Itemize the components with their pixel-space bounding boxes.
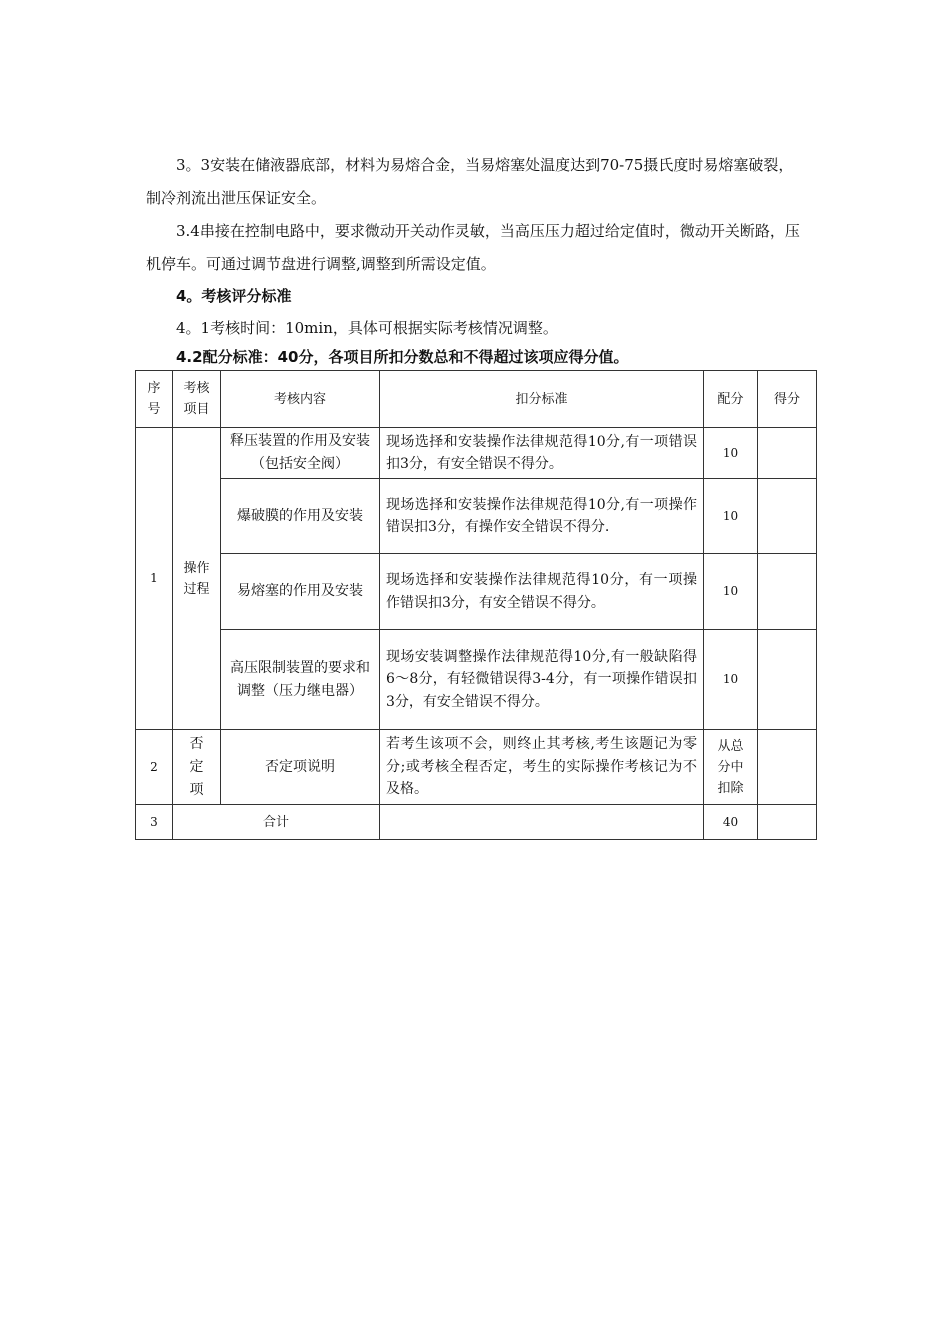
row-score bbox=[758, 479, 817, 554]
exam-time-line: 4。1考核时间：10min，具体可根据实际考核情况调整。 bbox=[176, 319, 558, 337]
row-standard: 现场选择和安装操作法律规范得10分，有一项操作错误扣3分，有安全错误不得分。 bbox=[380, 554, 704, 630]
row-content: 易熔塞的作用及安装 bbox=[221, 554, 380, 630]
header-content: 考核内容 bbox=[221, 371, 380, 428]
row-content: 高压限制装置的要求和调整（压力继电器） bbox=[221, 630, 380, 730]
row-points: 10 bbox=[704, 479, 758, 554]
row-score bbox=[758, 730, 817, 805]
table-row-total bbox=[136, 805, 817, 840]
row-score bbox=[758, 428, 817, 479]
row-item: 操作过程 bbox=[173, 428, 221, 730]
row-item: 否定项 bbox=[173, 730, 221, 805]
row-points: 从总分中扣除 bbox=[704, 730, 758, 805]
row-seq: 1 bbox=[136, 428, 173, 730]
table-row bbox=[136, 428, 817, 479]
row-content: 否定项说明 bbox=[221, 730, 380, 805]
row-score bbox=[758, 630, 817, 730]
row-content: 爆破膜的作用及安装 bbox=[221, 479, 380, 554]
table-row bbox=[136, 554, 817, 630]
row-score bbox=[758, 805, 817, 840]
total-label: 合计 bbox=[173, 805, 380, 840]
row-standard: 现场选择和安装操作法律规范得10分,有一项错误扣3分，有安全错误不得分。 bbox=[380, 428, 704, 479]
row-standard: 若考生该项不会，则终止其考核,考生该题记为零分;或考核全程否定，考生的实际操作考核记为不及格。 bbox=[380, 730, 704, 805]
header-item: 考核项目 bbox=[173, 371, 221, 428]
row-standard: 现场选择和安装操作法律规范得10分,有一项操作错误扣3分，有操作安全错误不得分. bbox=[380, 479, 704, 554]
paragraph-3-4: 3.4串接在控制电路中，要求微动开关动作灵敏，当高压压力超过给定值时，微动开关断路，压机停车。可通过调节盘进行调整,调整到所需设定值。 bbox=[146, 222, 800, 273]
table-row-negation bbox=[136, 730, 817, 805]
header-standard: 扣分标准 bbox=[380, 371, 704, 428]
header-score: 得分 bbox=[758, 371, 817, 428]
score-standard-heading: 4.2配分标准：40分，各项目所扣分数总和不得超过该项应得分值。 bbox=[176, 348, 629, 366]
scoring-table bbox=[135, 370, 817, 840]
row-standard bbox=[380, 805, 704, 840]
header-seq: 序号 bbox=[136, 371, 173, 428]
row-standard: 现场安装调整操作法律规范得10分,有一般缺陷得6～8分，有轻微错误得3-4分，有一项操作错误扣3分，有安全错误不得分。 bbox=[380, 630, 704, 730]
row-points: 10 bbox=[704, 630, 758, 730]
section-4-heading: 4。考核评分标准 bbox=[176, 287, 292, 305]
header-points: 配分 bbox=[704, 371, 758, 428]
table-header-row bbox=[136, 371, 817, 428]
row-seq: 3 bbox=[136, 805, 173, 840]
row-points: 40 bbox=[704, 805, 758, 840]
row-seq: 2 bbox=[136, 730, 173, 805]
row-points: 10 bbox=[704, 428, 758, 479]
paragraph-3-3: 3。3安装在储液器底部，材料为易熔合金，当易熔塞处温度达到70-75摄氏度时易熔塞破裂，制冷剂流出泄压保证安全。 bbox=[146, 156, 794, 207]
row-score bbox=[758, 554, 817, 630]
row-points: 10 bbox=[704, 554, 758, 630]
row-content: 释压装置的作用及安装（包括安全阀） bbox=[221, 428, 380, 479]
table-row bbox=[136, 630, 817, 730]
table-row bbox=[136, 479, 817, 554]
